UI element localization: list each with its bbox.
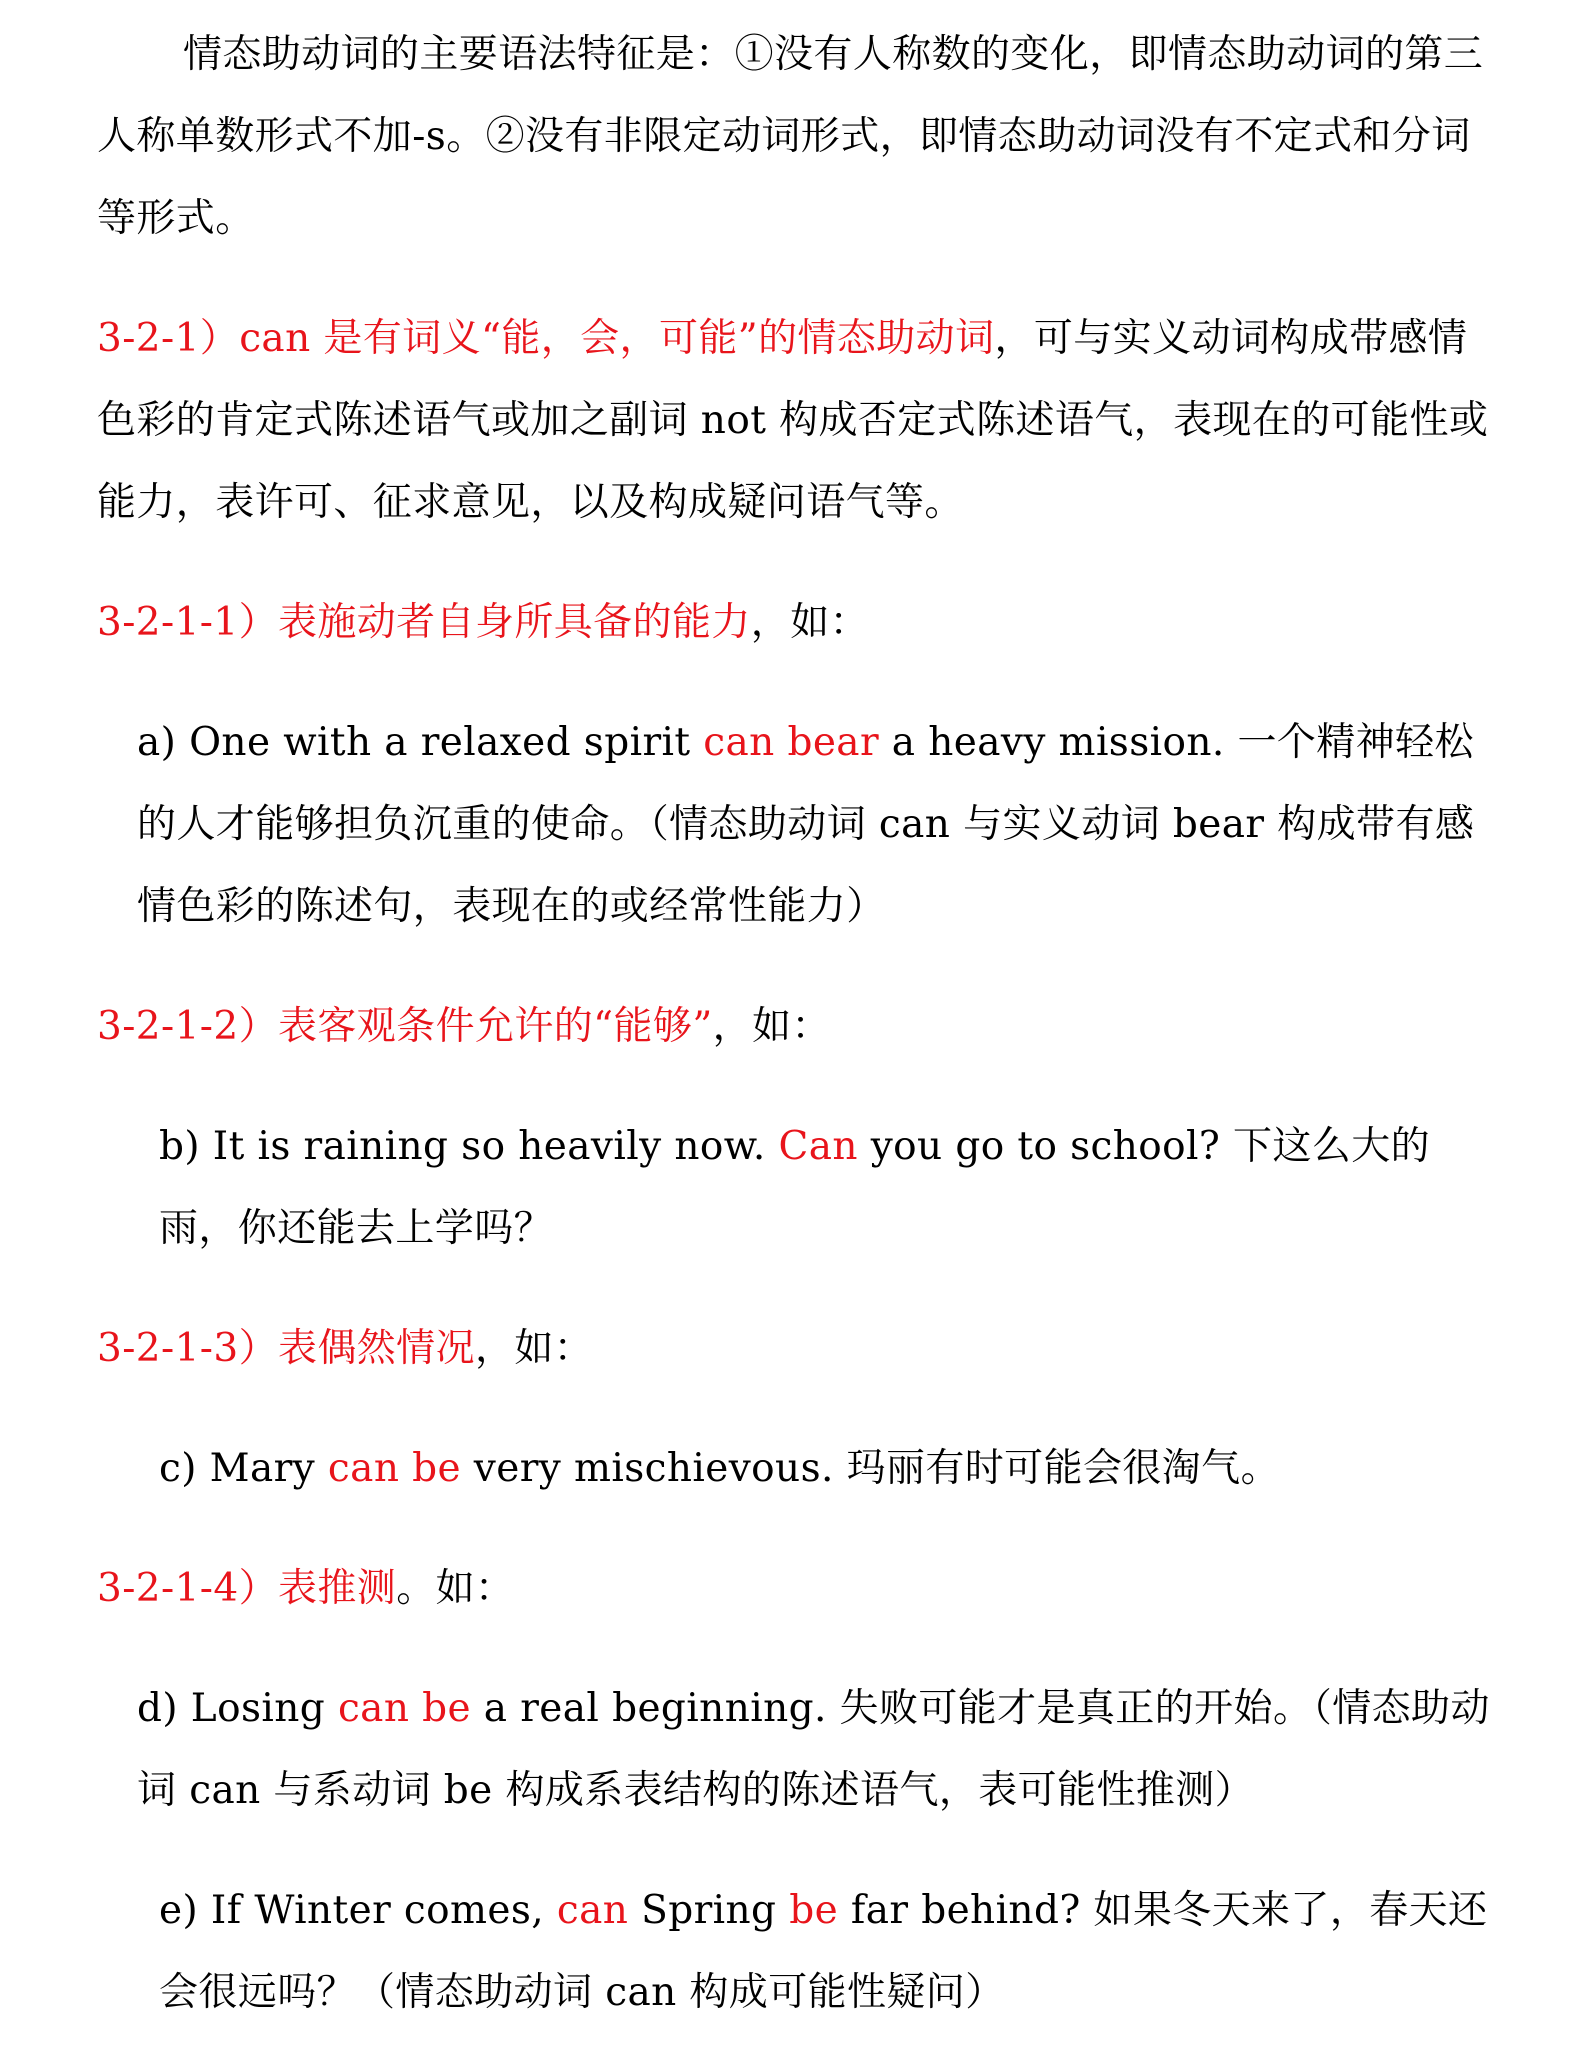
- example-e-highlight-can: can: [556, 1888, 629, 1933]
- example-d: [97, 1668, 1492, 1832]
- example-e-post: far behind? 如果冬天来了，春天还会很远吗？（情态助动词 can 构成可能性疑问）: [159, 1888, 1488, 2015]
- example-b-highlight: Can: [778, 1124, 858, 1169]
- example-e-highlight-be: be: [789, 1888, 839, 1933]
- intro-paragraph: 情态助动词的主要语法特征是：①没有人称数的变化，即情态助动词的第三人称单数形式不加-s。②没有非限定动词形式，即情态助动词没有不定式和分词等形式。: [97, 32, 1484, 241]
- example-a: [97, 702, 1492, 948]
- section-3-2-1-1: [97, 582, 1492, 664]
- section-3-2-1: [97, 298, 1492, 544]
- section-3-2-1-4: [97, 1548, 1492, 1630]
- example-a-pre: a) One with a relaxed spirit: [137, 720, 704, 765]
- section-3-2-1-3-text: ，如：: [475, 1326, 594, 1371]
- example-d-post: a real beginning. 失败可能才是真正的开始。（情态助动词 can 与系动词 be 构成系表结构的陈述语气，表可能性推测）: [137, 1686, 1490, 1813]
- example-b-post: you go to school? 下这么大的雨，你还能去上学吗？: [159, 1124, 1431, 1251]
- example-e-mid: Spring: [628, 1888, 790, 1933]
- section-3-2-1-3-heading: 3-2-1-3）表偶然情况: [97, 1326, 475, 1371]
- section-3-2-1-heading: 3-2-1）can 是有词义“能，会，可能”的情态助动词: [97, 316, 995, 361]
- example-c-pre: c) Mary: [159, 1446, 328, 1491]
- example-c: [97, 1428, 1492, 1510]
- example-e-pre: e) If Winter comes,: [159, 1888, 557, 1933]
- example-e: [97, 1870, 1492, 2034]
- section-3-2-1-4-text: 。如：: [396, 1566, 515, 1611]
- section-3-2-1-2-heading: 3-2-1-2）表客观条件允许的“能够”: [97, 1004, 713, 1049]
- example-a-highlight: can bear: [703, 720, 879, 765]
- section-3-2-1-1-heading: 3-2-1-1）表施动者自身所具备的能力: [97, 600, 751, 645]
- example-c-highlight: can be: [327, 1446, 461, 1491]
- section-3-2-1-3: [97, 1308, 1492, 1390]
- document-page: [97, 14, 1492, 2034]
- section-3-2-1-4-heading: 3-2-1-4）表推测: [97, 1566, 397, 1611]
- example-a-post: a heavy mission. 一个精神轻松的人才能够担负沉重的使命。（情态助动词 can 与实义动词 bear 构成带有感情色彩的陈述句，表现在的或经常性能力）: [137, 720, 1475, 929]
- example-b-pre: b) It is raining so heavily now.: [159, 1124, 779, 1169]
- example-c-post: very mischievous. 玛丽有时可能会很淘气。: [460, 1446, 1280, 1491]
- section-3-2-1-1-text: ，如：: [750, 600, 869, 645]
- section-3-2-1-2: [97, 986, 1492, 1068]
- section-3-2-1-2-text: ，如：: [712, 1004, 831, 1049]
- example-d-pre: d) Losing: [137, 1686, 338, 1731]
- example-b: [97, 1106, 1492, 1270]
- example-d-highlight: can be: [337, 1686, 471, 1731]
- section-3-2-1-text: ，可与实义动词构成带感情色彩的肯定式陈述语气或加之副词 not 构成否定式陈述语气，表现在的可能性或能力，表许可、征求意见，以及构成疑问语气等。: [97, 316, 1489, 525]
